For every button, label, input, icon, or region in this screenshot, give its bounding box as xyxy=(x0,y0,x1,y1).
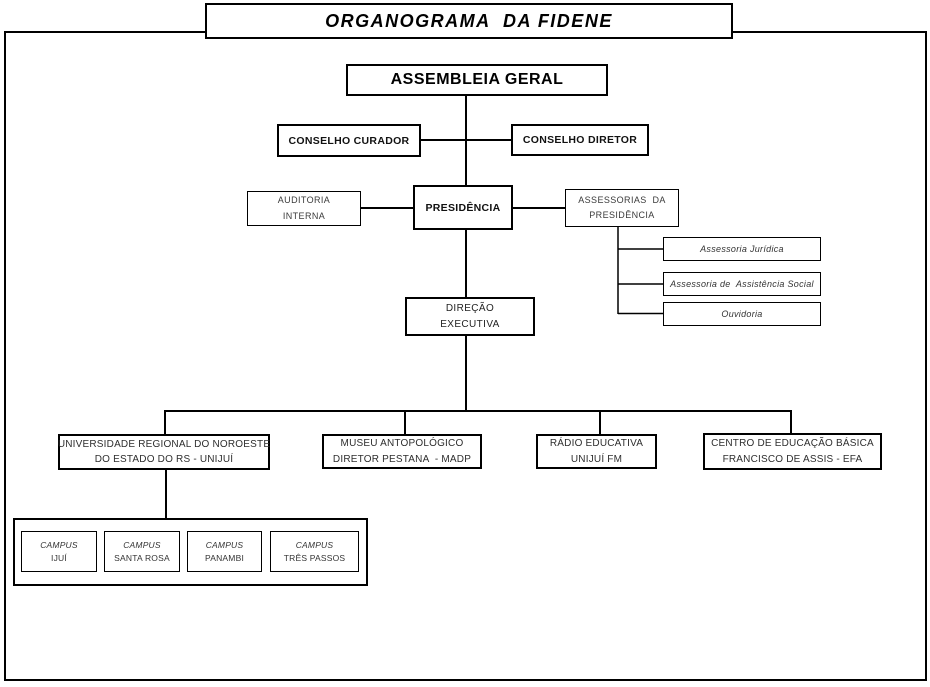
node-campus-panambi xyxy=(187,531,262,572)
node-assessorias-da-presidencia xyxy=(565,189,679,227)
node-universidade-unijui xyxy=(58,434,270,470)
node-label-line2: DO ESTADO DO RS - UNIJUÍ xyxy=(94,454,234,465)
node-label-line2: TRÊS PASSOS xyxy=(283,552,346,563)
node-label-line1: CAMPUS xyxy=(40,540,78,551)
node-label-line1: UNIVERSIDADE REGIONAL DO NOROESTE xyxy=(57,438,271,450)
node-label-line2: UNIJUÍ FM xyxy=(570,453,623,465)
node-label-line2: DIRETOR PESTANA - MADP xyxy=(332,453,472,465)
node-label: Ouvidoria xyxy=(721,309,763,319)
node-label-line2: PRESIDÊNCIA xyxy=(589,210,655,220)
node-label-line1: CAMPUS xyxy=(123,540,161,551)
node-assembleia-geral xyxy=(346,64,608,96)
node-conselho-diretor xyxy=(511,124,649,156)
node-assessoria-assistencia-social xyxy=(663,272,821,296)
node-museu-madp xyxy=(322,434,482,469)
node-label-line2: IJUÍ xyxy=(51,552,67,563)
node-label-line2: SANTA ROSA xyxy=(114,552,170,563)
node-radio-educativa xyxy=(536,434,657,469)
node-label: ASSEMBLEIA GERAL xyxy=(390,71,564,88)
node-campus-santa-rosa xyxy=(104,531,180,572)
node-label: Assessoria de Assistência Social xyxy=(670,279,814,289)
node-presidencia xyxy=(413,185,513,230)
node-campus-tres-passos xyxy=(270,531,359,572)
page-title xyxy=(205,3,733,39)
node-label: PRESIDÊNCIA xyxy=(425,201,501,214)
node-auditoria-interna xyxy=(247,191,361,226)
node-label-line1: CENTRO DE EDUCAÇÃO BÁSICA xyxy=(711,438,874,449)
node-label-line2: FRANCISCO DE ASSIS - EFA xyxy=(722,453,863,465)
node-conselho-curador xyxy=(277,124,421,157)
node-label-line1: CAMPUS xyxy=(205,540,244,551)
node-campus-ijui xyxy=(21,531,97,572)
node-label-line2: EXECUTIVA xyxy=(440,318,500,330)
node-label-line1: MUSEU ANTOPOLÓGICO xyxy=(340,438,464,449)
node-assessoria-juridica xyxy=(663,237,821,261)
node-ouvidoria xyxy=(663,302,821,326)
node-label-line1: DIREÇÃO xyxy=(445,302,495,314)
node-label: CONSELHO CURADOR xyxy=(288,134,410,147)
node-label-line2: INTERNA xyxy=(282,210,326,221)
node-label: CONSELHO DIRETOR xyxy=(522,134,638,146)
node-label: Assessoria Jurídica xyxy=(700,244,784,254)
node-label-line2: PANAMBI xyxy=(204,552,245,563)
node-centro-educacao-efa xyxy=(703,433,882,470)
node-label-line1: CAMPUS xyxy=(295,540,334,551)
page-title-label: ORGANOGRAMA DA FIDENE xyxy=(325,10,613,31)
node-direcao-executiva xyxy=(405,297,535,336)
node-label-line1: AUDITORIA xyxy=(277,195,331,206)
node-label-line1: RÁDIO EDUCATIVA xyxy=(549,438,644,449)
node-label-line1: ASSESSORIAS DA xyxy=(578,194,666,205)
